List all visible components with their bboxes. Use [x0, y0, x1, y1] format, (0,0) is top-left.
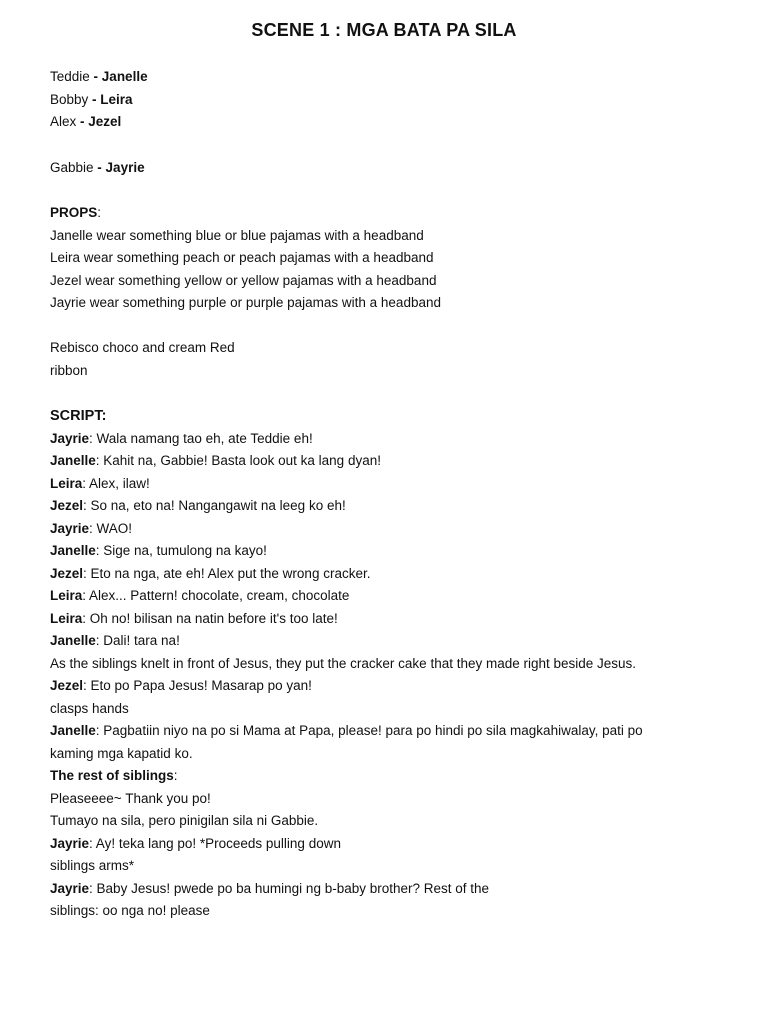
- script-text: : Eto po Papa Jesus! Masarap po yan!: [83, 678, 312, 693]
- script-text: : So na, eto na! Nangangawit na leeg ko eh!: [83, 498, 346, 513]
- script-speaker: Jayrie: [50, 880, 90, 896]
- script-speaker: Janelle: [50, 633, 96, 648]
- script-line: [50, 495, 740, 518]
- script-line: [50, 563, 740, 586]
- script-line: [50, 675, 740, 698]
- extras-section: [50, 337, 740, 382]
- cast-sep: -: [89, 69, 102, 84]
- cast-line: [50, 111, 740, 134]
- script-speaker: Leira: [50, 588, 83, 603]
- script-text: : WAO!: [89, 520, 133, 536]
- script-line: [50, 765, 740, 788]
- script-text: : Pagbatiin niyo na po si Mama at Papa, please! para po hindi po sila magkahiwalay, pati po: [95, 723, 643, 738]
- cast-extra: [50, 157, 740, 180]
- script-speaker: Leira: [50, 610, 83, 626]
- script-line: [50, 473, 740, 496]
- extras-item: ribbon: [50, 362, 88, 378]
- props-item: Leira wear something peach or peach pajamas with a headband: [50, 250, 434, 265]
- script-section: [50, 405, 740, 923]
- script-text: : Kahit na, Gabbie! Basta look out ka lang dyan!: [95, 453, 381, 468]
- cast-sep: -: [93, 160, 106, 175]
- script-text: : Ay! teka lang po! *Proceeds pulling down: [89, 835, 341, 851]
- script-line: [50, 698, 740, 721]
- script-line: [50, 428, 740, 451]
- script-text: : Sige na, tumulong na kayo!: [95, 543, 267, 558]
- script-text: :: [173, 768, 178, 783]
- script-speaker: Jayrie: [50, 430, 90, 446]
- cast-actor: Jezel: [88, 114, 122, 129]
- cast-line: [50, 157, 740, 180]
- props-heading: PROPS: [50, 205, 98, 220]
- script-line: [50, 585, 740, 608]
- props-colon: :: [97, 205, 102, 220]
- script-line: [50, 743, 740, 766]
- script-line: [50, 788, 740, 811]
- script-text: kaming mga kapatid ko.: [50, 745, 193, 761]
- script-text: Pleaseeee~ Thank you po!: [50, 790, 211, 806]
- script-text: : Dali! tara na!: [95, 633, 180, 648]
- script-line: [50, 833, 740, 856]
- script-line: [50, 653, 740, 676]
- script-speaker: Jezel: [50, 678, 84, 693]
- script-speaker: Janelle: [50, 543, 96, 558]
- script-lines: [50, 428, 740, 923]
- script-text: siblings: oo nga no! please: [50, 903, 210, 918]
- cast-role: Alex: [50, 114, 77, 129]
- script-line: [50, 720, 740, 743]
- cast-sep: -: [88, 91, 101, 107]
- extras-item: Rebisco choco and cream Red: [50, 340, 235, 355]
- script-speaker: Leira: [50, 475, 83, 491]
- script-speaker: Jezel: [50, 498, 84, 513]
- cast-role: Gabbie: [50, 160, 94, 175]
- cast-actor: Leira: [100, 91, 133, 107]
- script-speaker: Janelle: [50, 723, 96, 738]
- script-speaker: Janelle: [50, 453, 96, 468]
- script-heading: SCRIPT:: [50, 408, 107, 424]
- props-section: [50, 202, 740, 315]
- script-text: : Baby Jesus! pwede po ba humingi ng b-baby brother? Rest of the: [89, 880, 490, 896]
- props-item: Jezel wear something yellow or yellow pajamas with a headband: [50, 272, 437, 288]
- script-text: clasps hands: [50, 700, 129, 716]
- script-line: [50, 900, 740, 923]
- cast-sep: -: [76, 114, 89, 129]
- props-heading-line: [50, 202, 740, 225]
- script-line: [50, 878, 740, 901]
- script-speaker: Jayrie: [50, 520, 90, 536]
- scene-title: SCENE 1 : MGA BATA PA SILA: [251, 20, 517, 40]
- script-line: [50, 630, 740, 653]
- script-text: siblings arms*: [50, 858, 135, 873]
- script-speaker: The rest of siblings: [50, 768, 174, 783]
- cast-role: Bobby: [50, 91, 89, 107]
- cast-line: [50, 66, 740, 89]
- script-speaker: Jayrie: [50, 835, 90, 851]
- script-text: Tumayo na sila, pero pinigilan sila ni Gabbie.: [50, 813, 319, 828]
- script-line: [50, 518, 740, 541]
- props-item: Janelle wear something blue or blue pajamas with a headband: [50, 227, 424, 243]
- script-text: : Oh no! bilisan na natin before it's too late!: [82, 610, 338, 626]
- props-item: Jayrie wear something purple or purple pajamas with a headband: [50, 295, 441, 310]
- cast-actor: Jayrie: [105, 160, 145, 175]
- cast-line: [50, 89, 740, 112]
- script-text: : Wala namang tao eh, ate Teddie eh!: [89, 430, 313, 446]
- script-line: [50, 540, 740, 563]
- cast-list: [50, 66, 740, 134]
- script-line: [50, 608, 740, 631]
- cast-role: Teddie: [50, 69, 90, 84]
- script-line: [50, 810, 740, 833]
- script-text: : Alex... Pattern! chocolate, cream, chocolate: [82, 588, 350, 603]
- script-line: [50, 450, 740, 473]
- script-text: : Eto na nga, ate eh! Alex put the wrong cracker.: [83, 565, 371, 581]
- cast-actor: Janelle: [101, 69, 148, 84]
- script-text: : Alex, ilaw!: [82, 475, 150, 491]
- script-text: As the siblings knelt in front of Jesus, they put the cracker cake that they made right beside Jesus.: [50, 655, 637, 671]
- script-line: [50, 855, 740, 878]
- script-speaker: Jezel: [50, 565, 84, 581]
